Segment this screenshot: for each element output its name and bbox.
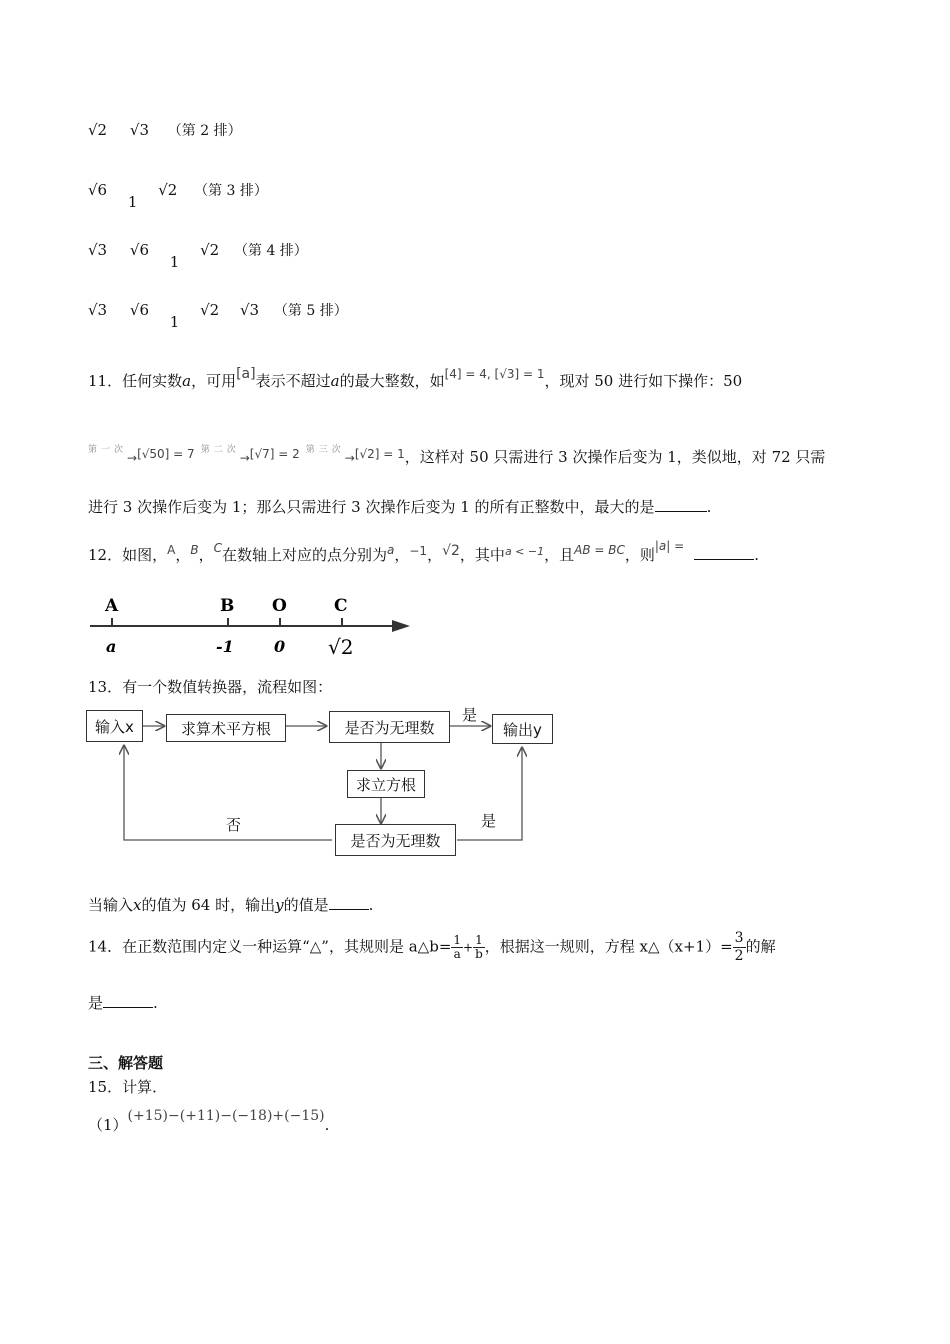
- q13-answer-line: [88, 894, 373, 915]
- answer-blank[interactable]: [655, 511, 707, 512]
- text: .: [324, 1116, 330, 1134]
- math-expression: (+15)−(+11)−(−18)+(−15): [127, 1108, 325, 1124]
- fraction-3-over-2: $\frac{3}{2}$: [734, 930, 744, 964]
- text: 的值是: [283, 896, 329, 914]
- label-A: A: [105, 596, 119, 616]
- row-2: [88, 120, 242, 140]
- text: 的值为 64 时，输出: [141, 896, 276, 914]
- question-number: 15．: [88, 1078, 123, 1096]
- math-step: [√7] = 2: [249, 447, 300, 461]
- math-value: −1: [409, 544, 428, 558]
- var-y: y: [275, 896, 284, 914]
- math-sqrt: √2: [200, 241, 220, 259]
- question-number: 14．: [88, 937, 123, 956]
- text: 在正数范围内定义一种运算“△”，其规则是 a△b=: [122, 937, 452, 956]
- arrow-icon: →: [239, 451, 250, 465]
- text: 当输入: [88, 896, 134, 914]
- math-value: 1: [127, 193, 138, 211]
- fraction-1-over-a: $\frac{1}{a}$: [453, 933, 462, 961]
- box-cube-root: 求立方根: [347, 770, 425, 798]
- math-step: [√50] = 7: [137, 447, 195, 461]
- point-A: A: [167, 543, 176, 557]
- text: 进行 3 次操作后变为 1；那么只需进行 3 次操作后变为 1 的所有正整数中，最大的是: [88, 498, 655, 516]
- q14-line1: [88, 930, 776, 965]
- question-number: 12．: [88, 546, 123, 564]
- row-label: （第 5 排）: [273, 303, 348, 319]
- math-equation: AB = BC: [574, 543, 625, 557]
- row-5: [88, 300, 348, 331]
- row-4: [88, 240, 308, 271]
- arrow-icon: →: [127, 451, 138, 465]
- text: 表示不超过: [255, 372, 331, 390]
- text: ，则: [624, 546, 655, 564]
- box-irrational-1: 是否为无理数: [329, 711, 450, 743]
- text: 的最大整数，如: [339, 372, 445, 390]
- fraction-1-over-b: $\frac{1}{b}$: [475, 933, 483, 961]
- math-sqrt: √2: [442, 543, 460, 559]
- step-label: 第三次: [305, 445, 345, 455]
- text: ，其中: [459, 546, 505, 564]
- q15-sub1: [88, 1108, 330, 1135]
- math-value: 1: [169, 253, 180, 271]
- text: ，现对 50 进行如下操作：50: [544, 372, 743, 390]
- row-label: （第 2 排）: [167, 123, 242, 139]
- point-B: B: [190, 543, 199, 557]
- q14-line2: [88, 992, 158, 1013]
- q11-line1: [88, 366, 743, 391]
- text: ，可用: [191, 372, 237, 390]
- math-step: [√2] = 1: [354, 447, 405, 461]
- math-sqrt: √3: [240, 301, 260, 319]
- text: ，这样对 50 只需进行 3 次操作后变为 1，类似地，对 72 只需: [404, 448, 826, 466]
- q12-line: 12．如图，$^A$，$^B$，$^C$在数轴上对应的点分别为$^a$，$^{-1}$，√2，其中$^{a < -1}$，且$^{AB = BC}$，则$^{|a| =}$ .: [88, 539, 759, 564]
- question-number: 11．: [88, 372, 123, 390]
- plus-sign: +: [463, 940, 474, 955]
- sub-label: （1）: [88, 1116, 128, 1134]
- arrow-icon: →: [344, 451, 355, 465]
- math-sqrt: √6: [129, 301, 149, 319]
- value-sqrt2: √2: [328, 635, 354, 659]
- step-label: 第二次: [200, 445, 240, 455]
- text: .: [153, 994, 158, 1012]
- step-label: 第一次: [88, 445, 128, 455]
- text: 是: [88, 994, 104, 1012]
- text: ，根据这一规则，方程 x△（x+1）=: [484, 937, 733, 956]
- var-a: a: [330, 372, 340, 390]
- row-label: （第 4 排）: [234, 243, 308, 259]
- var-a: a: [182, 372, 192, 390]
- box-irrational-2: 是否为无理数: [335, 824, 456, 856]
- var-x: x: [133, 896, 142, 914]
- row-3: [88, 180, 268, 211]
- math-condition: a < −1: [504, 545, 545, 558]
- label-O: O: [272, 596, 287, 616]
- q13-line: [88, 676, 332, 697]
- text: 任何实数: [122, 372, 183, 390]
- value-a: a: [106, 637, 117, 656]
- text: .: [368, 896, 374, 914]
- math-sqrt: √3: [88, 301, 108, 319]
- math-sqrt: √3: [88, 241, 108, 259]
- text: ，且: [544, 546, 575, 564]
- label-no: 否: [226, 816, 242, 834]
- math-sqrt: √6: [129, 241, 149, 259]
- flowchart: [86, 706, 566, 861]
- text: .: [754, 546, 759, 564]
- text: .: [706, 498, 712, 516]
- math-floor-a: [a]: [236, 366, 256, 382]
- row-label: （第 3 排）: [194, 183, 268, 199]
- q11-line3: [88, 496, 711, 517]
- value-zero: 0: [274, 637, 286, 656]
- label-C: C: [334, 596, 348, 616]
- axis-arrow-icon: [392, 620, 410, 632]
- text: 计算．: [122, 1078, 168, 1096]
- value-minus-one: -1: [216, 637, 234, 656]
- section-title: 三、解答题: [88, 1054, 164, 1072]
- math-sqrt: √6: [88, 181, 108, 199]
- math-abs: |a| =: [654, 539, 685, 553]
- text: 如图，: [122, 546, 168, 564]
- answer-blank[interactable]: [103, 1007, 153, 1008]
- text: 的解: [745, 937, 776, 956]
- label-yes-2: 是: [481, 812, 497, 830]
- answer-blank[interactable]: [694, 559, 754, 560]
- text: 有一个数值转换器，流程如图：: [122, 678, 333, 696]
- q11-line2: [88, 446, 825, 467]
- math-sqrt: √3: [129, 121, 149, 139]
- q15-line: [88, 1076, 167, 1097]
- point-C: C: [213, 541, 222, 555]
- box-input: 输入x: [86, 710, 143, 742]
- math-sqrt: √2: [158, 181, 178, 199]
- question-number: 13．: [88, 678, 123, 696]
- box-sqrt: 求算术平方根: [166, 714, 286, 742]
- label-yes-1: 是: [462, 706, 478, 724]
- answer-blank[interactable]: [329, 909, 369, 910]
- label-B: B: [220, 596, 235, 616]
- box-output: 输出y: [492, 714, 553, 744]
- text: 在数轴上对应的点分别为: [221, 546, 387, 564]
- number-line-figure: [88, 590, 418, 662]
- math-value: 1: [169, 313, 180, 331]
- math-sqrt: √2: [88, 121, 108, 139]
- math-sqrt: √2: [200, 301, 220, 319]
- var-a: a: [387, 543, 395, 557]
- math-example: [4] = 4, [√3] = 1: [444, 367, 545, 381]
